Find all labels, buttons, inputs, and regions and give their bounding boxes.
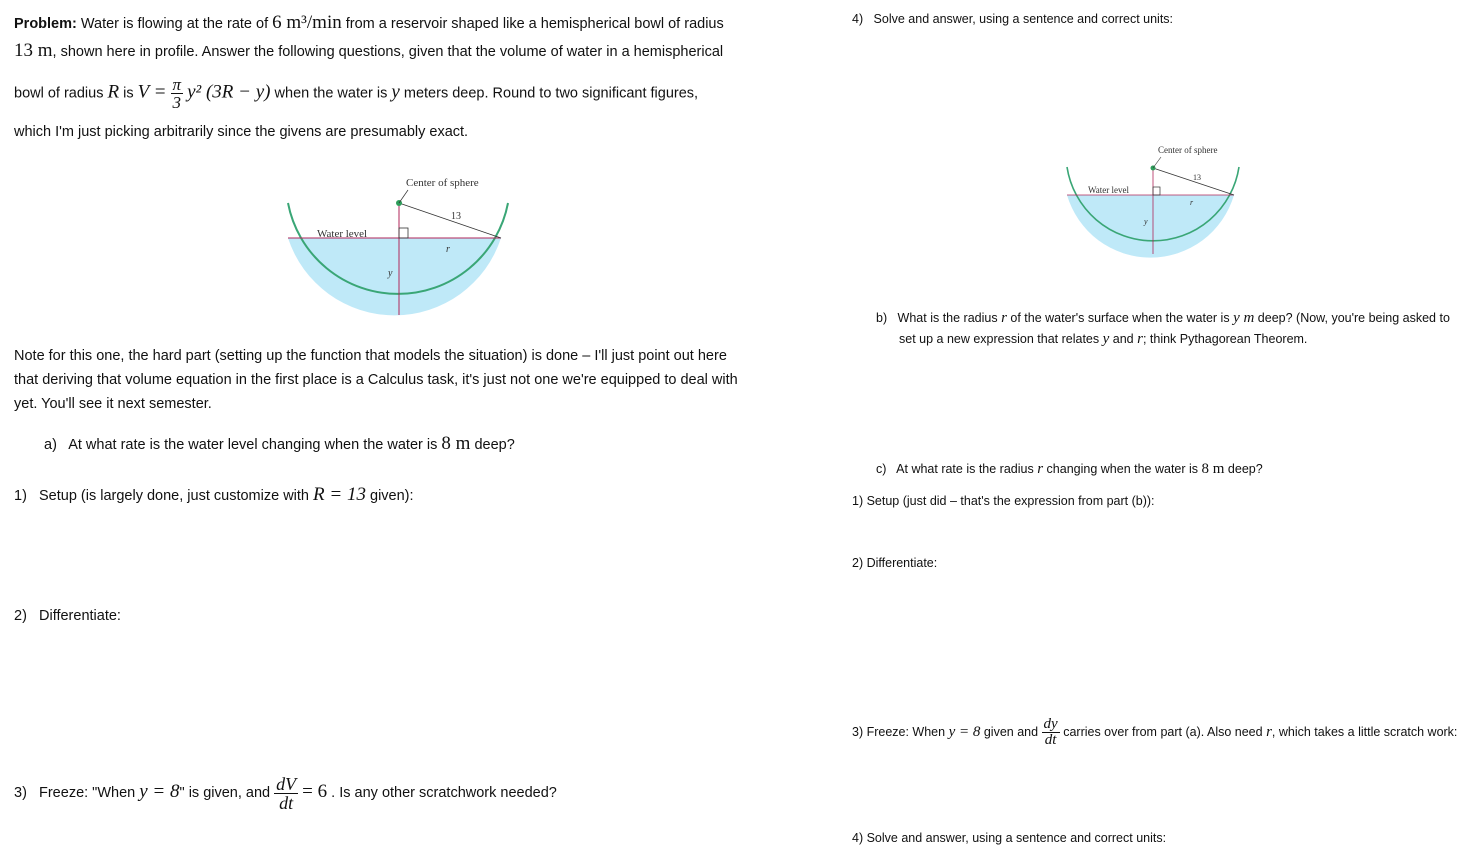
right-step-4-top: 4) Solve and answer, using a sentence and correct units: [852,12,1174,26]
radius-13-label: 13 [451,211,461,222]
problem-line-1: Problem: Water is flowing at the rate of 6 m³/min from a reservoir shaped like a hemispherical bowl of radius [14,12,724,33]
hemisphere-diagram-right [1062,140,1246,264]
water-region [1067,195,1234,258]
right-step-3: 3) Freeze: When y = 8 given and $\frac{dy}{dt}$ carries over from part (a). Also need r, which takes a little scratch work: [852,716,1458,749]
y-label: y [388,268,393,279]
right-step-2: 2) Differentiate: [852,556,938,570]
center-label: Center of sphere [406,177,479,189]
right-step-4: 4) Solve and answer, using a sentence and correct units: [852,831,1167,845]
left-step-1: 1) Setup (is largely done, just customize with R = 13 given): [14,484,414,505]
water-level-label: Water level [317,228,368,240]
hemisphere-diagram-left [280,168,520,328]
center-leader [1153,157,1161,168]
y-label: y [1144,217,1148,226]
note-line-2: that deriving that volume equation in the first place is a Calculus task, it's just not one we're equipped to deal with [14,372,738,388]
pi-over-three: $\frac{\pi}{3}$ [172,75,182,112]
water-level-label: Water level [1088,185,1130,195]
dv-dt-fraction: $\frac{dV}{dt}$ [276,773,297,813]
note-line-1: Note for this one, the hard part (setting up the function that models the situation) is done – I'll just point out here [14,348,727,364]
right-step-1: 1) Setup (just did – that's the expression from part (b)): [852,494,1155,508]
part-b-line-2: set up a new expression that relates y and r; think Pythagorean Theorem. [899,331,1308,347]
dy-dt-fraction: $\frac{dy}{dt}$ [1043,716,1058,749]
right-angle-mark [1153,187,1160,195]
note-line-3: yet. You'll see it next semester. [14,396,212,412]
sphere-radius-line [399,203,501,238]
right-angle-mark [399,228,408,238]
left-step-3: 3) Freeze: "When y = 8" is given, and $\frac{dV}{dt}$ = 6 . Is any other scratchwork needed? [14,773,557,813]
problem-line-3: bowl of radius R is V = $\frac{\pi}{3}$ y² (3R − y) when the water is y meters deep. Round to two significant figures, [14,75,699,112]
r-label: r [446,244,450,255]
part-c: c) At what rate is the radius r changing when the water is 8 m deep? [876,461,1263,477]
center-label: Center of sphere [1158,145,1218,155]
radius-13-label: 13 [1193,173,1201,182]
part-a: a) At what rate is the water level changing when the water is 8 m deep? [44,433,515,454]
problem-line-2: 13 m, shown here in profile. Answer the following questions, given that the volume of water in a hemispherical [14,40,724,61]
center-leader [399,190,408,203]
problem-line-4: which I'm just picking arbitrarily since the givens are presumably exact. [14,124,469,140]
water-region [288,238,501,315]
part-b-line-1: b) What is the radius r of the water's surface when the water is y m deep? (Now, you're being asked to [876,310,1450,326]
r-label: r [1190,198,1194,207]
left-step-2: 2) Differentiate: [14,608,121,624]
